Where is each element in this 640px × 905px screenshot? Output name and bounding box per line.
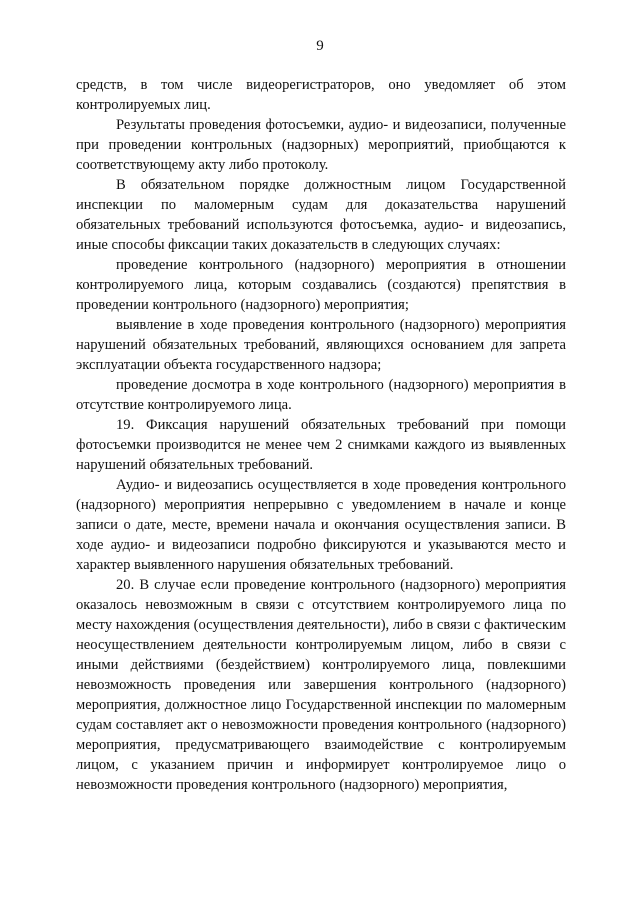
paragraph-item-20: 20. В случае если проведение контрольного (надзорного) мероприятия оказалось невозможным в связи с отсутствием контролируемого лица по месту нахождения (осуществления деятельности), либо в связи с фактическим неосуществлением деятельности контролируемым лицом, либо в связи с иными действиями (бездействием) контролируемого лица, повлекшими невозможность проведения или завершения контрольного (надзорного) мероприятия, должностное лицо Государственной инспекции по маломерным судам составляет акт о невозможности проведения контрольного (надзорного) мероприятия, предусматривающего взаимодействие с контролируемым лицом, с указанием причин и информирует контролируемое лицо о невозможности проведения контрольного (надзорного) мероприятия, — [76, 577, 566, 793]
paragraph-mandatory-fixation: В обязательном порядке должностным лицом Государственной инспекции по маломерным судам для доказательства нарушений обязательных требований используются фотосъемка, аудио- и видеозапись, иные способы фиксации таких доказательств в следующих случаях: — [76, 177, 566, 253]
paragraph-case-obstruction: проведение контрольного (надзорного) мероприятия в отношении контролируемого лица, которым создавались (создаются) препятствия в проведении контрольного (надзорного) мероприятия; — [76, 257, 566, 313]
paragraph-continuation: средств, в том числе видеорегистраторов, оно уведомляет об этом контролируемых лиц. — [76, 77, 566, 113]
document-body — [76, 75, 566, 795]
paragraph-photo-results: Результаты проведения фотосъемки, аудио- и видеозаписи, полученные при проведении контрольных (надзорных) мероприятий, приобщаются к соответствующему акту либо протоколу. — [76, 117, 566, 173]
paragraph-case-violations: выявление в ходе проведения контрольного (надзорного) мероприятия нарушений обязательных требований, являющихся основанием для запрета эксплуатации объекта государственного надзора; — [76, 317, 566, 373]
paragraph-case-inspection: проведение досмотра в ходе контрольного (надзорного) мероприятия в отсутствие контролируемого лица. — [76, 377, 566, 413]
paragraph-audio-video: Аудио- и видеозапись осуществляется в ходе проведения контрольного (надзорного) мероприятия непрерывно с уведомлением в начале и конце записи о дате, месте, времени начала и окончания осуществления записи. В ходе аудио- и видеозаписи подробно фиксируются и указываются место и характер выявленного нарушения обязательных требований. — [76, 477, 566, 573]
page-number: 9 — [316, 38, 324, 54]
paragraph-item-19: 19. Фиксация нарушений обязательных требований при помощи фотосъемки производится не менее чем 2 снимками каждого из выявленных нарушений обязательных требований. — [76, 417, 566, 473]
